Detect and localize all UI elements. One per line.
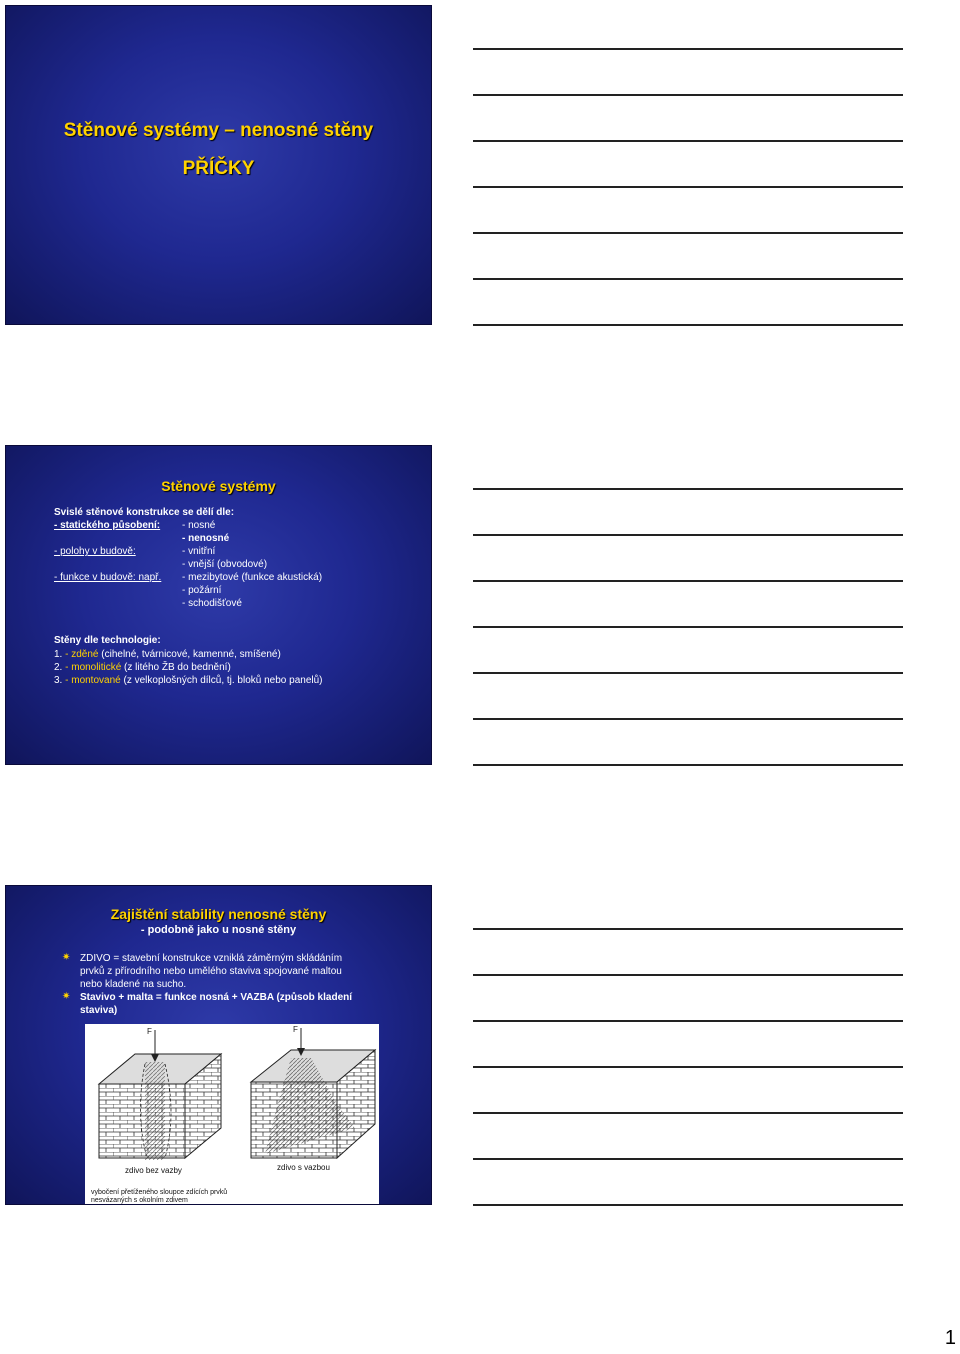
bullet-star-icon: ✷ bbox=[62, 952, 71, 963]
criterion-value: - vnitřní bbox=[182, 546, 216, 557]
note-line bbox=[473, 718, 903, 720]
technology-heading: Stěny dle technologie: bbox=[54, 635, 161, 646]
note-line bbox=[473, 534, 903, 536]
figure-caption: nesvázaných s okolním zdivem bbox=[91, 1197, 188, 1204]
note-line bbox=[473, 626, 903, 628]
force-label: F bbox=[293, 1025, 298, 1034]
note-line bbox=[473, 1204, 903, 1206]
criterion-value: - nenosné bbox=[182, 533, 230, 544]
criterion-value: - mezibytové (funkce akustická) bbox=[182, 572, 323, 583]
slide-title: Zajištění stability nenosné stěny bbox=[110, 906, 327, 922]
criterion-position-label: - polohy v budově: bbox=[54, 546, 136, 557]
note-line bbox=[473, 1020, 903, 1022]
slide-title: Stěnové systémy – nenosné stěny bbox=[63, 120, 374, 141]
masonry-drawing bbox=[85, 1024, 379, 1204]
note-line bbox=[473, 94, 903, 96]
note-line bbox=[473, 1158, 903, 1160]
masonry-figure bbox=[85, 1024, 379, 1204]
note-line bbox=[473, 232, 903, 234]
note-line bbox=[473, 928, 903, 930]
technology-item: 3. - montované (z velkoplošných dílců, tj. bloků nebo panelů) bbox=[54, 675, 323, 686]
wall-with-bond bbox=[251, 1025, 375, 1158]
criterion-value: - nosné bbox=[182, 520, 216, 531]
note-line bbox=[473, 324, 903, 326]
slide-subtitle: - podobně jako u nosné stěny bbox=[140, 924, 297, 936]
page-number: 1 bbox=[944, 1327, 956, 1349]
note-line bbox=[473, 140, 903, 142]
note-line bbox=[473, 278, 903, 280]
figure-caption: vybočení přetíženého sloupce zdících prvků bbox=[91, 1189, 228, 1196]
technology-item: 2. - monolitické (z litého ŽB do bednění) bbox=[54, 662, 231, 673]
note-line bbox=[473, 186, 903, 188]
slide-subtitle: PŘÍČKY bbox=[182, 158, 255, 179]
note-line bbox=[473, 580, 903, 582]
wall-without-bond bbox=[99, 1027, 221, 1160]
figure-label-right: zdivo s vazbou bbox=[277, 1163, 330, 1172]
note-line bbox=[473, 764, 903, 766]
note-line bbox=[473, 1112, 903, 1114]
slide-title: Stěnové systémy bbox=[161, 478, 276, 494]
note-line bbox=[473, 672, 903, 674]
bullet-text: Stavivo + malta = funkce nosná + VAZBA (způsob kladení staviva) bbox=[80, 992, 353, 1016]
bullet-star-icon: ✷ bbox=[62, 991, 71, 1002]
note-line bbox=[473, 1066, 903, 1068]
criterion-value: - vnější (obvodové) bbox=[182, 559, 268, 570]
slide-3 bbox=[5, 885, 432, 1205]
note-line bbox=[473, 488, 903, 490]
force-label: F bbox=[147, 1027, 152, 1036]
note-line bbox=[473, 48, 903, 50]
criterion-function-label: - funkce v budově: např. bbox=[54, 572, 162, 583]
intro-text: Svislé stěnové konstrukce se dělí dle: bbox=[54, 507, 235, 518]
criterion-value: - požární bbox=[182, 585, 222, 596]
criterion-value: - schodišťové bbox=[182, 598, 242, 609]
figure-label-left: zdivo bez vazby bbox=[125, 1166, 182, 1175]
slide-2 bbox=[5, 445, 432, 765]
technology-item: 1. - zděné (cihelné, tvárnicové, kamenné, smíšené) bbox=[54, 649, 281, 660]
bullet-text: ZDIVO = stavební konstrukce vzniklá záměrným skládáním prvků z přírodního nebo umělého staviva spojované maltou nebo kladené na sucho. bbox=[80, 953, 343, 990]
note-line bbox=[473, 974, 903, 976]
slide-1 bbox=[5, 5, 432, 325]
criterion-static-label: - statického působení: bbox=[54, 520, 161, 531]
